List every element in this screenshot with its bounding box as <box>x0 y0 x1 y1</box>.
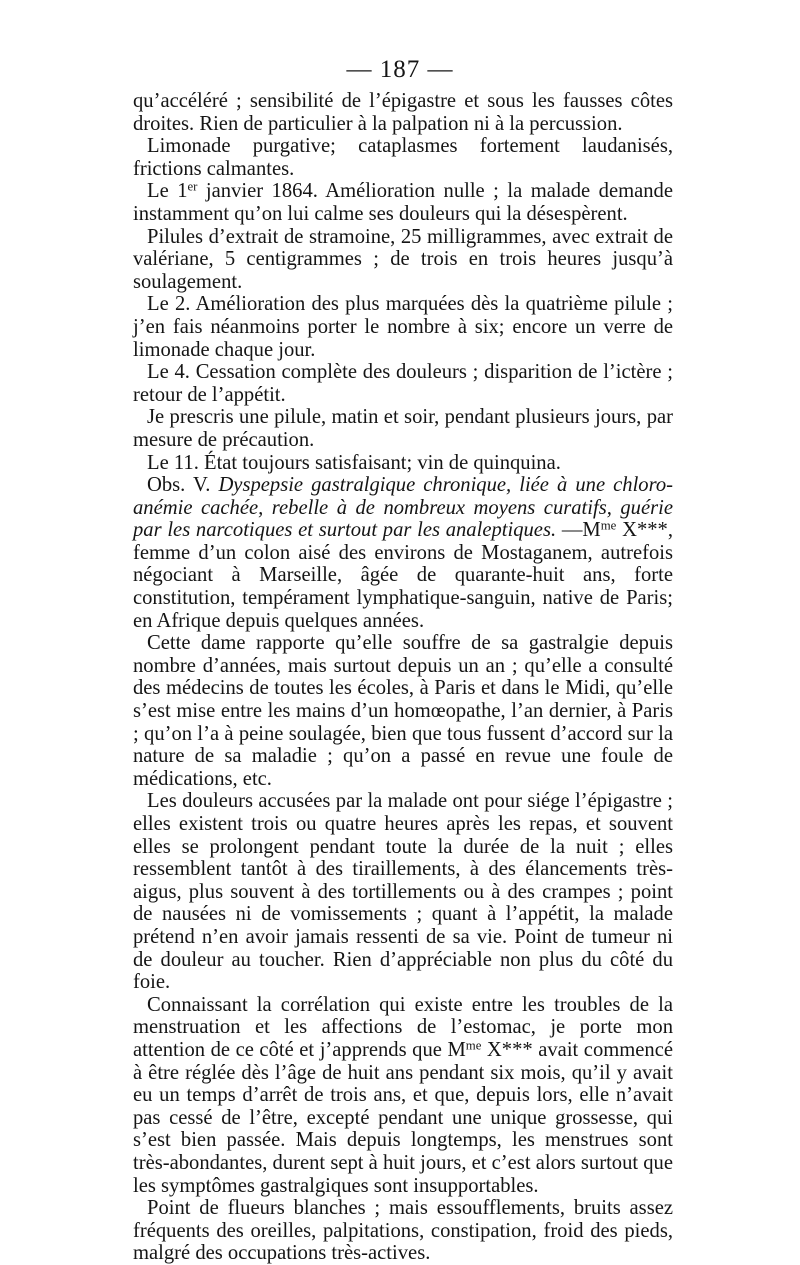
text-run: Le 2. Amélioration des plus marquées dès la quatrième pilule ; j’en fais néanmoins porter le nombre à six; encore un verre de limonade chaque jour. <box>133 293 673 361</box>
text-run: Point de flueurs blanches ; mais essoufflements, bruits assez fréquents des oreilles, palpitations, constipation, froid des pieds, malgré des occupations très-actives. <box>133 1197 673 1265</box>
text-run: Limonade purgative; cataplasmes fortement laudanisés, frictions calmantes. <box>133 135 673 180</box>
superscript: er <box>187 180 198 194</box>
paragraph <box>133 452 673 475</box>
paragraph <box>133 361 673 406</box>
text-run: —M <box>556 519 601 542</box>
page-number: — 187 — <box>346 56 454 83</box>
text-run: janvier 1864. Amélioration nulle ; la malade demande instamment qu’on lui calme ses douleurs qui la désespèrent. <box>133 180 673 225</box>
text-run: Le 1 <box>147 180 188 203</box>
text-run: Je prescris une pilule, matin et soir, pendant plusieurs jours, par mesure de précaution. <box>133 406 673 451</box>
paragraph <box>133 994 673 1197</box>
paragraph <box>133 1197 673 1265</box>
text-run: Pilules d’extrait de stramoine, 25 milligrammes, avec extrait de valériane, 5 centigrammes ; de trois en trois heures jusqu’à soulagement. <box>133 225 673 293</box>
text-run: Le 11. État toujours satisfaisant; vin de quinquina. <box>147 451 561 474</box>
paragraph <box>133 226 673 294</box>
text-run: X***, femme d’un colon aisé des environs de Mostaganem, autrefois négociant à Marseille, âgée de quarante-huit ans, forte constitution, tempérament lymphatique-sanguin, native de Paris; en Afrique depuis quelques années. <box>133 519 673 632</box>
text-run: Connaissant la corrélation qui existe entre les troubles de la menstruation et les affections de l’estomac, je porte mon attention de ce côté et j’apprends que M <box>133 993 673 1061</box>
text-run: Cette dame rapporte qu’elle souffre de sa gastralgie depuis nombre d’années, mais surtout depuis un an ; qu’elle a consulté des médecins de toutes les écoles, à Paris et dans le Midi, qu’elle s’est mise entre les mains d’un homœopathe, l’an dernier, à Paris ; qu’on l’a à peine soulagée, bien que tous fussent d’accord sur la nature de sa maladie ; qu’on a passé en revue une foule de médications, etc. <box>133 632 673 790</box>
paragraph <box>133 293 673 361</box>
text-run: qu’accéléré ; sensibilité de l’épigastre et sous les fausses côtes droites. Rien de particulier à la palpation ni à la percussion. <box>133 90 673 135</box>
paragraph <box>133 474 673 632</box>
paragraph <box>133 790 673 993</box>
paragraph <box>133 180 673 225</box>
paragraph <box>133 90 673 135</box>
paragraph <box>133 135 673 180</box>
italic-title: Dyspepsie gastralgique chronique, liée à une chloro-anémie cachée, rebelle à de nombreux moyens curatifs, guérie par les narcotiques et surtout par les analeptiques. <box>133 474 673 542</box>
superscript: me <box>600 518 617 533</box>
text-run: Obs. V. <box>147 474 219 497</box>
paragraph <box>133 406 673 451</box>
superscript: me <box>465 1038 482 1053</box>
page-body-text <box>133 90 673 1265</box>
text-run: Les douleurs accusées par la malade ont pour siége l’épigastre ; elles existent trois ou quatre heures après les repas, et souvent elles se prolongent pendant toute la durée de la nuit ; elles ressemblent tantôt à des tiraillements, à des élancements très-aigus, plus souvent à des tortillements ou à des crampes ; point de nausées ni de vomissements ; quant à l’appétit, la malade prétend n’en avoir jamais ressenti de sa vie. Point de tumeur ni de douleur au toucher. Rien d’appréciable non plus du côté du foie. <box>133 790 673 994</box>
text-run: Le 4. Cessation complète des douleurs ; disparition de l’ictère ; retour de l’appétit. <box>133 361 673 406</box>
text-run: X*** avait commencé à être réglée dès l’âge de huit ans pendant six mois, qu’il y avait eu un temps d’arrêt de trois ans, et que, depuis lors, elle n’avait pas cessé de l’être, excepté pendant une unique grossesse, qui s’est bien passée. Mais depuis longtemps, les menstrues sont très-abondantes, durent sept à huit jours, et c’est alors surtout que les symptômes gastralgiques sont insupportables. <box>133 1038 674 1197</box>
paragraph <box>133 632 673 790</box>
